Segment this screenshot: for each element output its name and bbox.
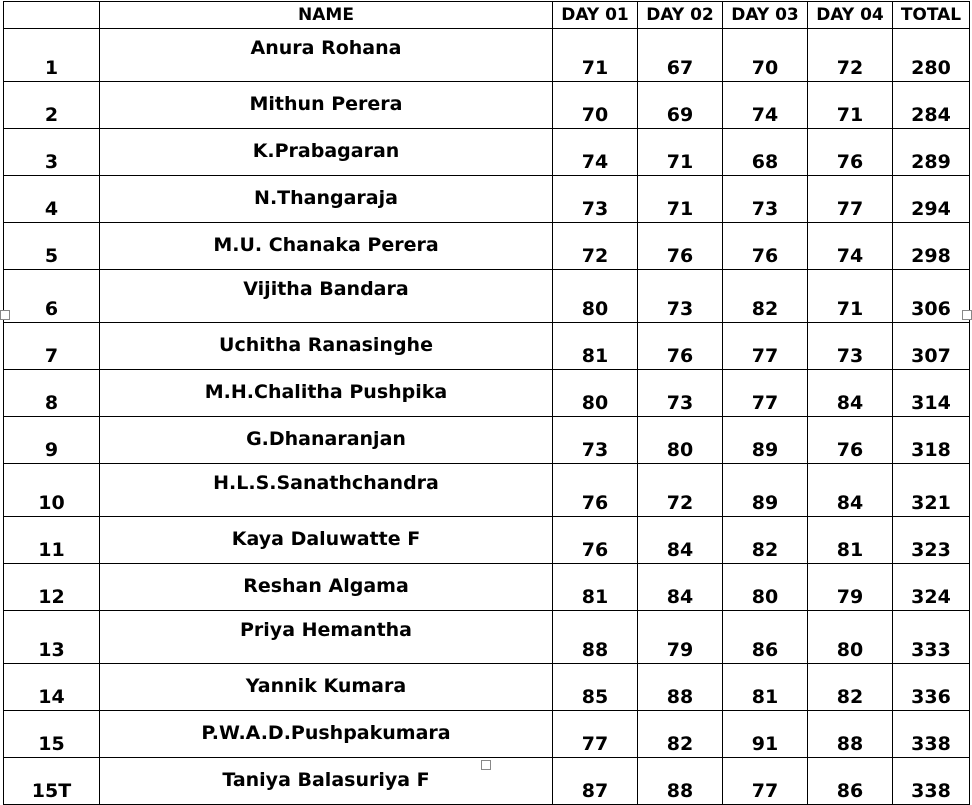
day-02-score-cell: 76 [638, 223, 723, 270]
day-03-score-cell: 68 [723, 129, 808, 176]
day-03-score-cell: 70 [723, 29, 808, 82]
header-day-03: DAY 03 [723, 2, 808, 29]
total-score-cell: 333 [893, 611, 970, 664]
day-04-score-cell: 73 [808, 323, 893, 370]
table-row [4, 517, 970, 564]
day-03-score-cell: 82 [723, 517, 808, 564]
player-name-cell: M.U. Chanaka Perera [100, 223, 553, 270]
table-row [4, 464, 970, 517]
day-03-score-cell: 77 [723, 758, 808, 805]
table-row [4, 323, 970, 370]
table-row [4, 370, 970, 417]
player-name-cell: N.Thangaraja [100, 176, 553, 223]
day-02-score-cell: 80 [638, 417, 723, 464]
day-02-score-cell: 71 [638, 176, 723, 223]
rank-cell: 13 [4, 611, 100, 664]
day-04-score-cell: 76 [808, 417, 893, 464]
total-score-cell: 318 [893, 417, 970, 464]
day-03-score-cell: 89 [723, 464, 808, 517]
day-04-score-cell: 71 [808, 270, 893, 323]
total-score-cell: 307 [893, 323, 970, 370]
player-name-cell: H.L.S.Sanathchandra [100, 464, 553, 517]
results-table [3, 1, 970, 805]
day-02-score-cell: 84 [638, 517, 723, 564]
day-01-score-cell: 72 [553, 223, 638, 270]
day-01-score-cell: 88 [553, 611, 638, 664]
day-02-score-cell: 79 [638, 611, 723, 664]
header-rank [4, 2, 100, 29]
header-name: NAME [100, 2, 553, 29]
rank-cell: 8 [4, 370, 100, 417]
table-row [4, 82, 970, 129]
rank-cell: 5 [4, 223, 100, 270]
player-name-cell: Anura Rohana [100, 29, 553, 82]
day-02-score-cell: 69 [638, 82, 723, 129]
day-03-score-cell: 89 [723, 417, 808, 464]
total-score-cell: 321 [893, 464, 970, 517]
rank-cell: 15T [4, 758, 100, 805]
player-name-cell: Uchitha Ranasinghe [100, 323, 553, 370]
total-score-cell: 324 [893, 564, 970, 611]
day-02-score-cell: 72 [638, 464, 723, 517]
table-row [4, 711, 970, 758]
player-name-cell: Mithun Perera [100, 82, 553, 129]
day-03-score-cell: 74 [723, 82, 808, 129]
player-name-cell: P.W.A.D.Pushpakumara [100, 711, 553, 758]
day-02-score-cell: 82 [638, 711, 723, 758]
player-name-cell: Taniya Balasuriya F [100, 758, 553, 805]
day-03-score-cell: 77 [723, 323, 808, 370]
day-03-score-cell: 76 [723, 223, 808, 270]
player-name-cell: Priya Hemantha [100, 611, 553, 664]
rank-cell: 11 [4, 517, 100, 564]
table-row [4, 223, 970, 270]
day-03-score-cell: 91 [723, 711, 808, 758]
header-total: TOTAL [893, 2, 970, 29]
header-day-02: DAY 02 [638, 2, 723, 29]
header-row [4, 2, 970, 29]
rank-cell: 10 [4, 464, 100, 517]
day-04-score-cell: 72 [808, 29, 893, 82]
day-02-score-cell: 73 [638, 270, 723, 323]
day-04-score-cell: 84 [808, 370, 893, 417]
day-04-score-cell: 84 [808, 464, 893, 517]
total-score-cell: 289 [893, 129, 970, 176]
header-day-04: DAY 04 [808, 2, 893, 29]
day-03-score-cell: 82 [723, 270, 808, 323]
table-row [4, 611, 970, 664]
day-04-score-cell: 80 [808, 611, 893, 664]
day-02-score-cell: 88 [638, 664, 723, 711]
day-04-score-cell: 86 [808, 758, 893, 805]
table-row [4, 664, 970, 711]
day-01-score-cell: 76 [553, 464, 638, 517]
day-03-score-cell: 81 [723, 664, 808, 711]
table-row [4, 129, 970, 176]
day-04-score-cell: 77 [808, 176, 893, 223]
rank-cell: 12 [4, 564, 100, 611]
day-04-score-cell: 71 [808, 82, 893, 129]
player-name-cell: Vijitha Bandara [100, 270, 553, 323]
rank-cell: 15 [4, 711, 100, 758]
day-01-score-cell: 80 [553, 270, 638, 323]
day-02-score-cell: 71 [638, 129, 723, 176]
total-score-cell: 280 [893, 29, 970, 82]
day-01-score-cell: 85 [553, 664, 638, 711]
player-name-cell: G.Dhanaranjan [100, 417, 553, 464]
day-03-score-cell: 77 [723, 370, 808, 417]
rank-cell: 9 [4, 417, 100, 464]
total-score-cell: 314 [893, 370, 970, 417]
total-score-cell: 306 [893, 270, 970, 323]
day-02-score-cell: 76 [638, 323, 723, 370]
player-name-cell: M.H.Chalitha Pushpika [100, 370, 553, 417]
day-01-score-cell: 71 [553, 29, 638, 82]
table-row [4, 29, 970, 82]
day-04-score-cell: 79 [808, 564, 893, 611]
rank-cell: 4 [4, 176, 100, 223]
total-score-cell: 338 [893, 711, 970, 758]
player-name-cell: Kaya Daluwatte F [100, 517, 553, 564]
day-01-score-cell: 81 [553, 323, 638, 370]
day-04-score-cell: 82 [808, 664, 893, 711]
day-01-score-cell: 73 [553, 417, 638, 464]
table-row [4, 270, 970, 323]
rank-cell: 14 [4, 664, 100, 711]
day-04-score-cell: 81 [808, 517, 893, 564]
player-name-cell: Reshan Algama [100, 564, 553, 611]
day-02-score-cell: 67 [638, 29, 723, 82]
rank-cell: 7 [4, 323, 100, 370]
day-04-score-cell: 88 [808, 711, 893, 758]
day-01-score-cell: 70 [553, 82, 638, 129]
header-day-01: DAY 01 [553, 2, 638, 29]
day-01-score-cell: 74 [553, 129, 638, 176]
day-02-score-cell: 88 [638, 758, 723, 805]
table-row [4, 564, 970, 611]
resize-handle-bottom[interactable] [481, 760, 491, 770]
total-score-cell: 336 [893, 664, 970, 711]
resize-handle-right[interactable] [962, 310, 972, 320]
day-02-score-cell: 84 [638, 564, 723, 611]
rank-cell: 1 [4, 29, 100, 82]
day-01-score-cell: 77 [553, 711, 638, 758]
table-row [4, 417, 970, 464]
day-01-score-cell: 81 [553, 564, 638, 611]
player-name-cell: Yannik Kumara [100, 664, 553, 711]
day-01-score-cell: 76 [553, 517, 638, 564]
player-name-cell: K.Prabagaran [100, 129, 553, 176]
total-score-cell: 284 [893, 82, 970, 129]
day-01-score-cell: 73 [553, 176, 638, 223]
rank-cell: 2 [4, 82, 100, 129]
total-score-cell: 338 [893, 758, 970, 805]
total-score-cell: 298 [893, 223, 970, 270]
table-row [4, 176, 970, 223]
day-02-score-cell: 73 [638, 370, 723, 417]
total-score-cell: 294 [893, 176, 970, 223]
day-03-score-cell: 73 [723, 176, 808, 223]
day-03-score-cell: 86 [723, 611, 808, 664]
day-04-score-cell: 76 [808, 129, 893, 176]
day-04-score-cell: 74 [808, 223, 893, 270]
resize-handle-left[interactable] [0, 310, 10, 320]
rank-cell: 6 [4, 270, 100, 323]
rank-cell: 3 [4, 129, 100, 176]
day-01-score-cell: 80 [553, 370, 638, 417]
day-01-score-cell: 87 [553, 758, 638, 805]
day-03-score-cell: 80 [723, 564, 808, 611]
total-score-cell: 323 [893, 517, 970, 564]
